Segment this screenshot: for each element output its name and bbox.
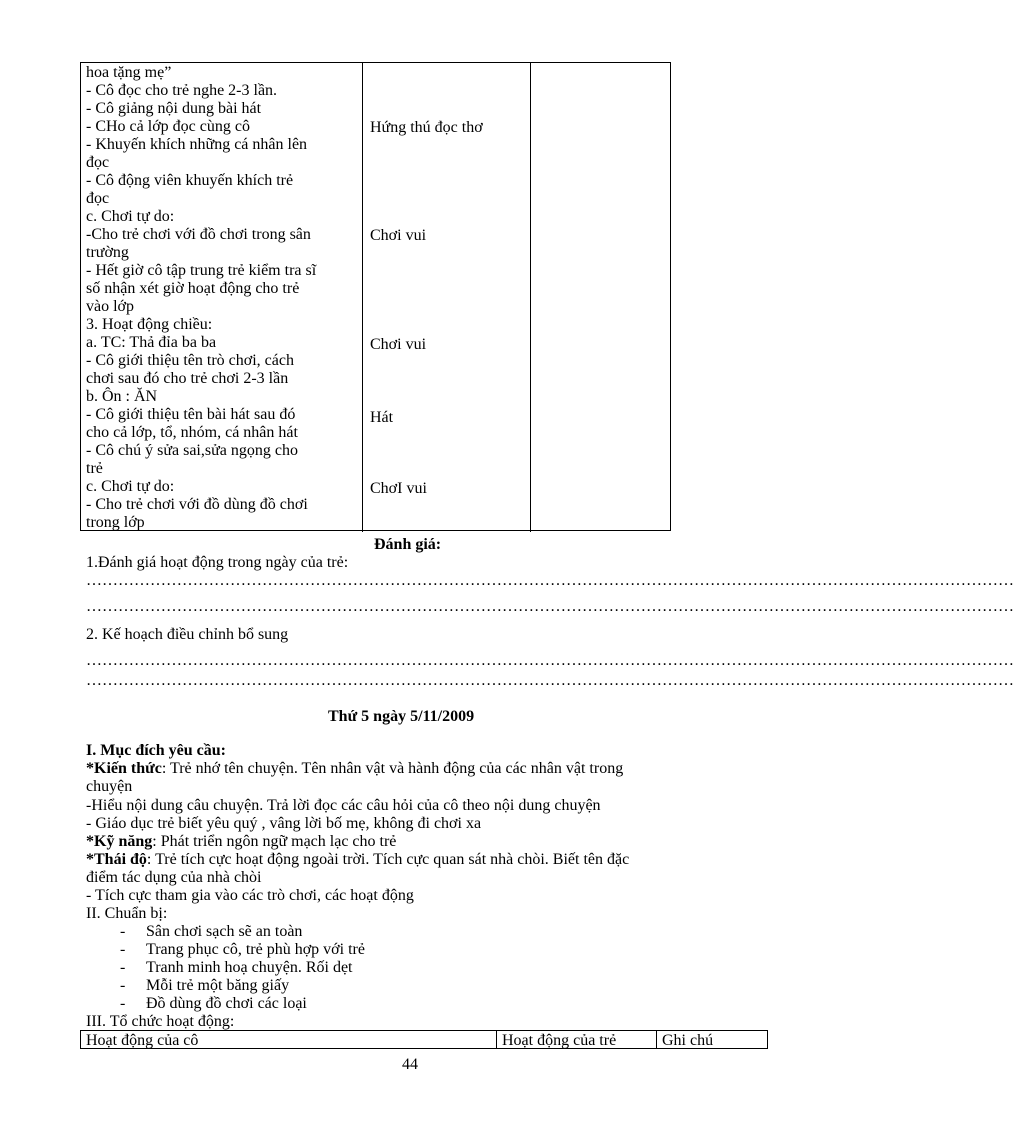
table-header-div1 [496,1030,497,1049]
header-child-activity: Hoạt động của trẻ [502,1032,617,1049]
attitude-cont: điểm tác dụng của nhà chòi [86,869,262,886]
text-line: c. Chơi tự do: [86,208,175,225]
day-title: Thứ 5 ngày 5/11/2009 [328,708,475,725]
text-line: đọc [86,190,110,207]
table-header-div2 [656,1030,657,1049]
table-divider-1 [362,62,363,532]
evaluation-item-2: 2. Kế hoạch điều chỉnh bổ sung [86,626,289,643]
section-1-heading: I. Mục đích yêu cầu: [86,742,226,759]
knowledge-line [86,760,623,778]
attitude-text: : Trẻ tích cực hoạt động ngoài trời. Tích cực quan sát nhà chòi. Biết tên đặc [146,851,630,868]
child-activity-entry: Hát [370,409,394,426]
table-divider-2 [530,62,531,532]
dotted-line: ………………………………………………………………………………………………………………………………………………………… [86,672,1014,689]
text-line: trẻ [86,460,103,477]
table-header-top [80,1030,768,1031]
header-teacher-activity: Hoạt động của cô [86,1032,199,1049]
text-line: cho cả lớp, tổ, nhóm, cá nhân hát [86,424,298,441]
attitude-line [86,851,629,869]
text-line: - CHo cả lớp đọc cùng cô [86,118,250,135]
text-line: - Cô giảng nội dung bài hát [86,100,262,117]
text-line: - Cô giới thiệu tên trò chơi, cách [86,352,294,369]
table-header-left [80,1030,81,1049]
child-activity-entry: ChơI vui [370,480,427,497]
knowledge-text: : Trẻ nhớ tên chuyện. Tên nhân vật và hành động của các nhân vật trong [161,760,624,777]
list-item: - Tranh minh hoạ chuyện. Rối dẹt [120,959,353,976]
skill-label: *Kỹ năng [86,833,153,850]
list-item-text: Tranh minh hoạ chuyện. Rối dẹt [146,959,353,976]
text-line: - Cô động viên khuyến khích trẻ [86,172,294,189]
page-number: 44 [402,1056,418,1073]
text-line: - Cô giới thiệu tên bài hát sau đó [86,406,296,423]
text-line: b. Ôn : ĂN [86,388,158,405]
section-3-heading: III. Tổ chức hoạt động: [86,1013,235,1030]
child-activity-entry: Chơi vui [370,227,427,244]
dotted-line: ………………………………………………………………………………………………………………………………………………………… [86,652,1014,669]
text-line: hoa tặng mẹ” [86,64,172,81]
text-line: 3. Hoạt động chiều: [86,316,213,333]
skill-text: : Phát triển ngôn ngữ mạch lạc cho trẻ [152,833,397,850]
text-line: vào lớp [86,298,135,315]
table-header-right [767,1030,768,1049]
table-top-edge [80,62,671,63]
skill-line [86,833,396,851]
attitude-label: *Thái độ [86,851,147,868]
child-activity-entry: Hứng thú đọc thơ [370,119,483,136]
text-line: a. TC: Thả đỉa ba ba [86,334,217,351]
evaluation-heading: Đánh giá: [374,536,442,553]
text-line: số nhận xét giờ hoạt động cho trẻ [86,280,300,297]
text-line: trong lớp [86,514,145,531]
dotted-line: ………………………………………………………………………………………………………………………………………………………… [86,598,1014,615]
child-activity-entry: Chơi vui [370,336,427,353]
list-item-text: Trang phục cô, trẻ phù hợp với trẻ [146,941,365,958]
list-item: - Sân chơi sạch sẽ an toàn [120,923,303,940]
text-line: - Hết giờ cô tập trung trẻ kiểm tra sĩ [86,262,317,279]
text-line: đọc [86,154,110,171]
list-item-text: Đồ dùng đồ chơi các loại [146,995,307,1012]
objective-line: - Giáo dục trẻ biết yêu quý , vâng lời bố mẹ, không đi chơi xa [86,815,482,832]
section-2-heading: II. Chuẩn bị: [86,905,168,922]
text-line: -Cho trẻ chơi với đồ chơi trong sân [86,226,311,243]
list-item: - Trang phục cô, trẻ phù hợp với trẻ [120,941,365,958]
header-notes: Ghi chú [662,1032,714,1049]
text-line: - Cho trẻ chơi với đồ dùng đồ chơi [86,496,308,513]
list-item: - Đồ dùng đồ chơi các loại [120,995,307,1012]
list-item: - Mỗi trẻ một băng giấy [120,977,290,994]
evaluation-item-1: 1.Đánh giá hoạt động trong ngày của trẻ: [86,554,349,571]
knowledge-label: *Kiến thức [86,760,162,777]
dotted-line: ………………………………………………………………………………………………………………………………………………………… [86,572,1014,589]
teacher-activity-column [86,64,358,532]
objective-line: -Hiểu nội dung câu chuyện. Trả lời đọc các câu hỏi của cô theo nội dung chuyện [86,797,601,814]
text-line: c. Chơi tự do: [86,478,175,495]
list-item-text: Mỗi trẻ một băng giấy [146,977,290,994]
objective-line: - Tích cực tham gia vào các trò chơi, các hoạt động [86,887,414,904]
text-line: - Cô đọc cho trẻ nghe 2-3 lần. [86,82,278,99]
list-item-text: Sân chơi sạch sẽ an toàn [146,923,303,940]
text-line: trường [86,244,129,261]
knowledge-cont: chuyện [86,778,133,795]
text-line: - Cô chú ý sửa sai,sửa ngọng cho [86,442,298,459]
text-line: - Khuyến khích những cá nhân lên [86,136,308,153]
text-line: chơi sau đó cho trẻ chơi 2-3 lần [86,370,289,387]
